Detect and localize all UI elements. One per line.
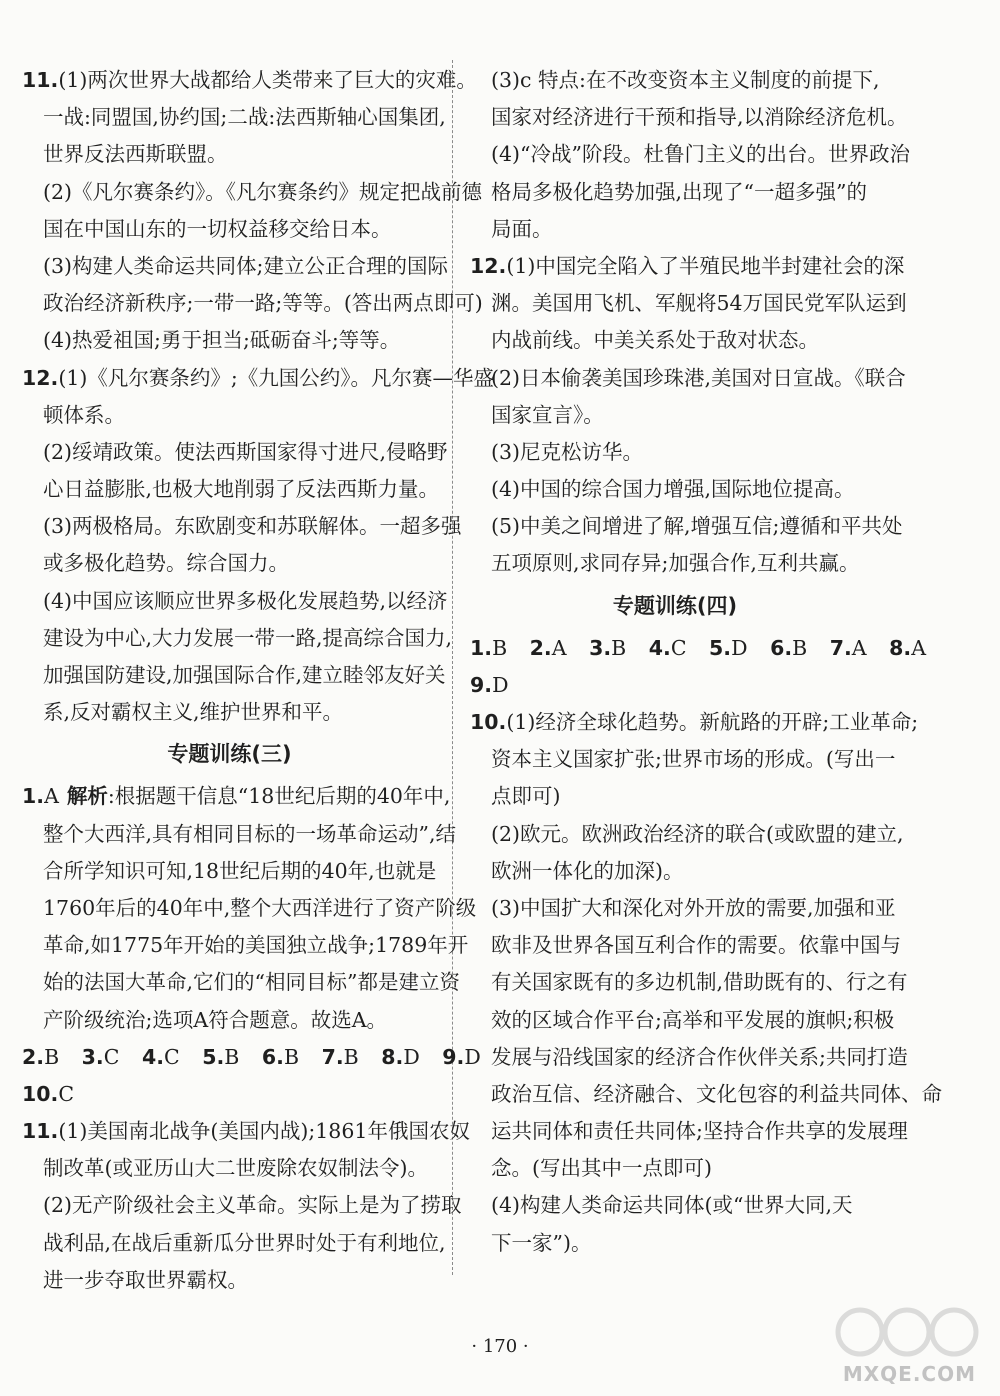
answer-line: (3)c 特点:在不改变资本主义制度的前提下, [491,68,880,92]
question-1-analysis [22,778,477,1038]
answer-line: 一战:同盟国,协约国;二战:法西斯轴心国集团, [43,105,446,130]
analysis-label: 解析 [66,784,108,809]
answer-line: 渊。美国用飞机、军舰将54万国民党军队运到 [491,291,907,316]
answer-line: (2)《凡尔赛条约》。《凡尔赛条约》规定把战前德 [43,179,483,204]
answer-line: (1)美国南北战争(美国内战);1861年俄国农奴 [58,1119,470,1144]
answer-line: 国在中国山东的一切权益移交给日本。 [43,216,392,241]
answer-line: 革命,如1775年开始的美国独立战争;1789年开 [43,933,469,958]
answer-line: (4)构建人类命运共同体(或“世界大同,天 [491,1193,853,1218]
question-11-continued [470,62,910,248]
answer-line: 建设为中心,大力发展一带一路,提高综合国力, [43,625,453,650]
answer-line: 制改革(或亚历山大二世废除农奴制法令)。 [43,1156,428,1181]
section-title: 专题训练(三) [167,742,292,767]
answer-line: 国家对经济进行干预和指导,以消除经济危机。 [491,105,908,130]
answer-line: (1)经济全球化趋势。新航路的开辟;工业革命; [506,710,919,734]
answer-line: 局面。 [491,216,553,241]
answer-line: 1760年后的40年中,整个大西洋进行了资产阶级 [43,895,477,920]
question-11 [22,62,483,360]
answer-line: 发展与沿线国家的经济合作伙伴关系;共同打造 [491,1044,908,1069]
answer-line: 或多极化趋势。综合国力。 [43,551,289,576]
answer-row: 9.D [470,672,509,697]
answer-line: (4)热爱祖国;勇于担当;砥砺奋斗;等等。 [43,328,401,353]
answer-line: 整个大西洋,具有相同目标的一场革命运动”,结 [43,821,457,846]
answer-line: 格局多极化趋势加强,出现了“一超多强”的 [491,179,867,204]
answer-line: (4)“冷战”阶段。杜鲁门主义的出台。世界政治 [491,142,910,167]
answer-line: (4)中国应该顺应世界多极化发展趋势,以经济 [43,588,448,613]
answer-line: 点即可) [491,784,561,809]
answer-line: 下一家”)。 [491,1230,592,1255]
answer-line: 运共同体和责任共同体;坚持合作共享的发展理 [491,1119,908,1144]
question-number: 11. [22,68,59,92]
question-10-section4 [470,704,942,1262]
answer-line: 合所学知识可知,18世纪后期的40年,也就是 [43,858,437,883]
answer-line: (2)无产阶级社会主义革命。实际上是为了捞取 [43,1193,462,1218]
answer-line: (2)欧元。欧洲政治经济的联合(或欧盟的建立, [491,821,904,846]
answer-line: 始的法国大革命,它们的“相同目标”都是建立资 [43,970,460,995]
answer-line: 内战前线。中美关系处于敌对状态。 [491,328,819,353]
question-11-section3 [22,1113,470,1299]
answer-line: 系,反对霸权主义,维护世界和平。 [43,700,344,725]
answer-choice: A [44,784,59,809]
answer-line: (3)中国扩大和深化对外开放的需要,加强和亚 [491,895,896,920]
answer-line: 政治互信、经济融合、文化包容的利益共同体、命 [491,1081,942,1106]
answer-line: 效的区域合作平台;高举和平发展的旗帜;积极 [491,1007,895,1032]
answer-line: :根据题干信息“18世纪后期的40年中, [107,784,451,809]
answer-row: 10.C [22,1081,75,1106]
answer-line: (1)两次世界大战都给人类带来了巨大的灾难。 [58,68,477,92]
answer-line: (2)绥靖政策。使法西斯国家得寸进尺,侵略野 [43,439,448,464]
column-divider [452,60,453,1275]
answer-line: 心日益膨胀,也极大地削弱了反法西斯力量。 [43,477,440,502]
question-number: 12. [470,253,507,278]
answer-line: 国家宣言》。 [491,402,604,427]
question-number: 1. [22,784,45,809]
answer-line: 世界反法西斯联盟。 [43,142,228,167]
question-number: 11. [22,1119,59,1144]
answer-line: 欧非及世界各国互利合作的需要。依靠中国与 [491,933,901,958]
page-number: · 170 · [471,1336,529,1357]
answer-line: 五项原则,求同存异;加强合作,互利共赢。 [491,551,860,576]
right-column [470,62,942,1262]
answer-line: (1)《凡尔赛条约》;《九国公约》。凡尔赛—华盛 [58,365,495,390]
answer-line: 欧洲一体化的加深)。 [491,858,684,883]
answer-line: (3)尼克松访华。 [491,439,644,464]
answer-line: (5)中美之间增进了解,增强互信;遵循和平共处 [491,514,903,539]
answer-line: (4)中国的综合国力增强,国际地位提高。 [491,477,855,502]
answer-line: 顿体系。 [43,402,125,427]
watermark-text: MXQE.COM [842,1362,976,1386]
question-number: 10. [470,710,507,734]
answer-line: 加强国防建设,加强国际合作,建立睦邻友好关 [43,663,446,687]
answer-line: 战利品,在战后重新瓜分世界时处于有利地位, [43,1230,446,1255]
answer-line: 进一步夺取世界霸权。 [43,1267,248,1292]
question-number: 12. [22,365,59,390]
section-title: 专题训练(四) [612,593,738,618]
answer-line: 念。(写出其中一点即可) [491,1156,712,1181]
answer-line: (2)日本偷袭美国珍珠港,美国对日宣战。《联合 [491,365,906,390]
answer-row: 1.B 2.A 3.B 4.C 5.D 6.B 7.A 8.A [470,635,927,660]
answer-line: 有关国家既有的多边机制,借助既有的、行之有 [491,970,908,995]
answer-line: (3)两极格局。东欧剧变和苏联解体。一超多强 [43,514,462,539]
answer-line: (3)构建人类命运共同体;建立公正合理的国际 [43,253,448,278]
left-column [22,62,495,1299]
question-12-right [470,248,907,583]
answer-line: 产阶级统治;选项A符合题意。故选A。 [43,1007,388,1032]
answer-row: 2.B 3.C 4.C 5.B 6.B 7.B 8.D 9.D [22,1044,481,1069]
answer-line: 政治经济新秩序;一带一路;等等。(答出两点即可) [43,291,483,316]
answer-line: 资本主义国家扩张;世界市场的形成。(写出一 [491,747,896,772]
answer-line: (1)中国完全陷入了半殖民地半封建社会的深 [506,253,905,278]
